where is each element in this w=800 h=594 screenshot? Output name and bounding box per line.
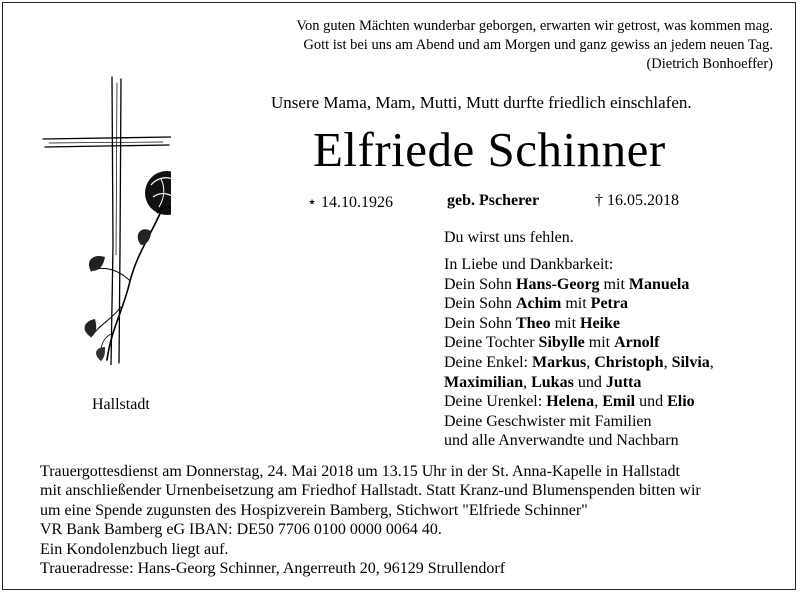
separator: , (663, 353, 672, 371)
place-name: Hallstadt (92, 396, 150, 413)
funeral-line-1: Trauergottesdienst am Donnerstag, 24. Mai 2018 um 13.15 Uhr in der St. Anna-Kapelle in Hallstadt (40, 463, 680, 480)
great-grandchild-name: Emil (602, 393, 636, 411)
partner-name: Arnolf (614, 334, 660, 352)
great-grandchild-name: Elio (667, 393, 695, 411)
deceased-name: Elfriede Schinner (313, 122, 666, 177)
grandchildren-line-1 (444, 353, 714, 373)
grandchild-name: Lukas (531, 373, 574, 391)
grandchild-name: Silvia (671, 353, 710, 371)
funeral-line-3: um eine Spende zugunsten des Hospizverein Bamberg, Stichwort "Elfriede Schinner" (40, 501, 588, 519)
birth-date (307, 192, 393, 212)
family-row (444, 333, 714, 353)
cross-with-rose-icon (41, 75, 171, 365)
grandchild-name: Christoph (594, 353, 664, 371)
separator: , (594, 393, 603, 411)
separator: , (523, 373, 532, 391)
siblings-line: Deine Geschwister mit Familien (444, 412, 652, 430)
death-date (595, 192, 679, 210)
connector-text: mit (561, 295, 591, 313)
relation-text: Dein Sohn (444, 295, 516, 313)
relation-text: Dein Sohn (444, 314, 516, 332)
separator: , (709, 353, 714, 371)
relative-name: Theo (516, 314, 551, 332)
funeral-line-6: Traueradresse: Hans-Georg Schinner, Angerreuth 20, 96129 Strullendorf (40, 560, 506, 578)
quote-line-1: Von guten Mächten wunderbar geborgen, erwarten wir getrost, was kommen mag. (296, 18, 773, 34)
family-heading: In Liebe und Dankbarkeit: (444, 256, 614, 273)
funeral-details (40, 462, 701, 578)
family-list (444, 255, 714, 451)
relative-name: Achim (516, 295, 562, 313)
grandchild-name: Maximilian (444, 373, 524, 391)
obituary-frame (2, 2, 796, 590)
grandchild-name: Markus (531, 353, 587, 371)
relative-name: Sibylle (538, 334, 585, 352)
connector-text: mit (584, 334, 615, 352)
great-grandchildren-label: Deine Urenkel: (444, 393, 547, 411)
partner-name: Manuela (628, 275, 690, 293)
funeral-line-5: Ein Kondolenzbuch liegt auf. (40, 540, 229, 558)
funeral-line-4: VR Bank Bamberg eG IBAN: DE50 7706 0100 0000 0064 40. (40, 521, 442, 539)
great-grandchild-name: Helena (546, 393, 595, 411)
death-date-value: 16.05.2018 (607, 192, 679, 209)
connector-text: mit (550, 314, 581, 332)
relation-text: Dein Sohn (444, 275, 516, 293)
intro-line: Unsere Mama, Mam, Mutti, Mutt durfte friedlich einschlafen. (271, 93, 692, 112)
family-row (444, 275, 714, 295)
separator: und (573, 373, 606, 391)
maiden-name: geb. Pscherer (447, 192, 540, 209)
partner-name: Petra (590, 295, 628, 313)
grandchild-name: Jutta (605, 373, 642, 391)
family-row (444, 314, 714, 334)
grandchildren-line-2 (444, 373, 714, 393)
separator: , (586, 353, 595, 371)
funeral-line-2: mit anschließender Urnenbeisetzung am Friedhof Hallstadt. Statt Kranz-und Blumenspenden bitten wir (40, 482, 701, 500)
death-cross-icon: † (595, 192, 603, 209)
quote-line-2: Gott ist bei uns am Abend und am Morgen und ganz gewiss an jedem neuen Tag. (303, 37, 773, 53)
separator: und (635, 393, 668, 411)
relation-text: Deine Tochter (444, 334, 539, 352)
birth-date-value: 14.10.1926 (321, 194, 394, 211)
family-row (444, 294, 714, 314)
birth-star-icon: ⋆ (307, 194, 318, 211)
quote-author: (Dietrich Bonhoeffer) (646, 56, 773, 72)
connector-text: mit (599, 275, 629, 293)
grandchildren-label: Deine Enkel: (444, 353, 532, 371)
miss-you-line: Du wirst uns fehlen. (444, 229, 574, 246)
relative-name: Hans-Georg (516, 275, 600, 293)
relatives-line: und alle Anverwandte und Nachbarn (444, 432, 679, 450)
great-grandchildren-line (444, 392, 714, 412)
bonhoeffer-quote (296, 17, 773, 74)
partner-name: Heike (580, 314, 621, 332)
